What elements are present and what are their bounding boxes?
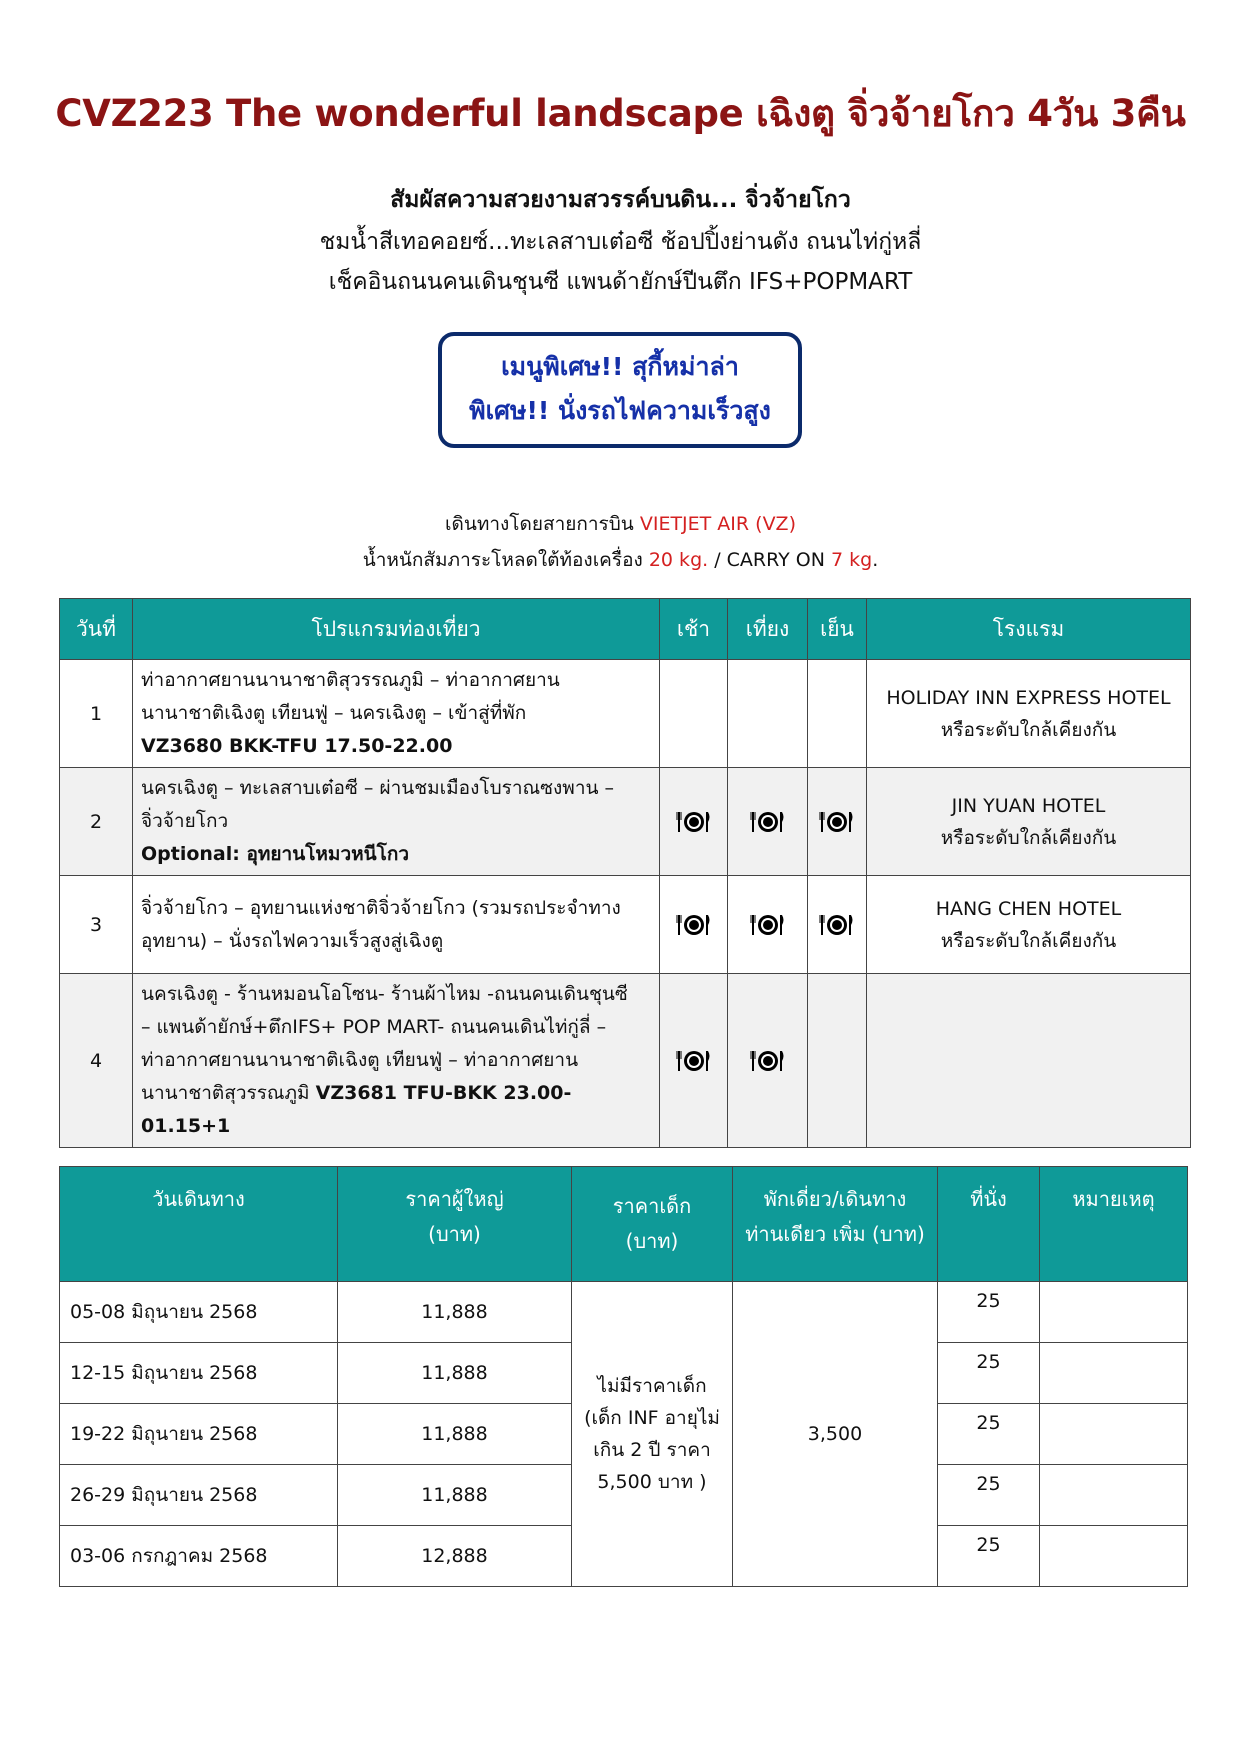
table-row [60, 876, 1191, 974]
pricing-header-row [60, 1167, 1188, 1282]
page-title: CVZ223 The wonderful landscape เฉิงตู จิ่วจ้ายโกว 4วัน 3คืน [55, 92, 1186, 135]
meal-dinner [808, 974, 867, 1148]
optional-tour: Optional: อุทยานโหมวหนีโกว [141, 843, 410, 865]
header-single-supplement [733, 1167, 938, 1282]
subtitle-line-2: ชมน้ำสีเทอคอยซ์...ทะเลสาบเต๋อซี ช้อปปิ้งย่านดัง ถนนไท่กู่หลี่ [319, 229, 922, 255]
dining-plate-icon [750, 912, 786, 938]
hotel-name: HOLIDAY INN EXPRESS HOTEL [886, 686, 1171, 709]
hotel-cell [867, 876, 1191, 974]
flight-number: VZ3680 BKK-TFU 17.50-22.00 [141, 735, 453, 757]
day-number: 1 [60, 660, 133, 768]
header-breakfast: เช้า [660, 599, 728, 660]
header-notes [1040, 1167, 1188, 1282]
seats: 25 [938, 1404, 1040, 1465]
header-travel-date [60, 1167, 338, 1282]
airline-info [0, 509, 1241, 539]
header-adult-line-1: ราคาผู้ใหญ่ [405, 1187, 504, 1211]
notes [1040, 1343, 1188, 1404]
special-offer-line-1: เมนูพิเศษ!! สุกี้หม่าล่า [501, 352, 739, 381]
hotel-name: JIN YUAN HOTEL [951, 794, 1106, 817]
program-line-prefix: นานาชาติสุวรรณภูมิ [141, 1082, 310, 1104]
seats: 25 [938, 1465, 1040, 1526]
special-offer-line-2: พิเศษ!! นั่งรถไฟความเร็วสูง [469, 396, 771, 425]
program-line: นครเฉิงตู - ร้านหมอนโอโซน- ร้านผ้าไหม -ถนนคนเดินชุนซี [141, 983, 628, 1005]
seats: 25 [938, 1526, 1040, 1587]
header-single-line-1: พักเดี่ยว/เดินทาง [763, 1187, 907, 1211]
header-adult-line-2: (บาท) [428, 1222, 481, 1246]
header-travel-date-label: วันเดินทาง [152, 1187, 245, 1211]
header-child-line-2: (บาท) [625, 1229, 679, 1253]
adult-price: 11,888 [338, 1282, 572, 1343]
program-line: นานาชาติเฉิงตู เทียนฟู่ – นครเฉิงตู – เข้าสู่ที่พัก [141, 702, 527, 724]
pricing-table [59, 1166, 1188, 1587]
program-line: – แพนด้ายักษ์+ตึกIFS+ POP MART- ถนนคนเดินไท่กู่ลี่ – [141, 1016, 607, 1038]
notes [1040, 1465, 1188, 1526]
travel-date: 03-06 กรกฎาคม 2568 [60, 1526, 338, 1587]
header-dinner: เย็น [808, 599, 867, 660]
program-cell [133, 876, 660, 974]
program-line: จิ่วจ้ายโกว – อุทยานแห่งชาติจิ่วจ้ายโกว (รวมรถประจำทาง [141, 896, 621, 919]
meal-lunch [728, 876, 808, 974]
meal-dinner [808, 660, 867, 768]
flight-number: VZ3681 TFU-BKK 23.00-01.15+1 [141, 1082, 572, 1137]
itinerary-header-row [60, 599, 1191, 660]
single-supplement: 3,500 [733, 1282, 938, 1587]
travel-date: 05-08 มิถุนายน 2568 [60, 1282, 338, 1343]
program-line: อุทยาน) – นั่งรถไฟความเร็วสูงสู่เฉิงตู [141, 929, 444, 952]
notes [1040, 1526, 1188, 1587]
meal-dinner [808, 768, 867, 876]
notes [1040, 1282, 1188, 1343]
header-lunch: เที่ยง [728, 599, 808, 660]
child-price-line: เกิน 2 ปี ราคา [593, 1439, 711, 1461]
program-line: นครเฉิงตู – ทะเลสาบเต๋อซี – ผ่านชมเมืองโบราณซงพาน – [141, 777, 615, 799]
program-line [141, 1077, 651, 1143]
hotel-cell [867, 660, 1191, 768]
hotel-cell [867, 768, 1191, 876]
meal-lunch [728, 974, 808, 1148]
seats: 25 [938, 1343, 1040, 1404]
hotel-note: หรือระดับใกล้เคียงกัน [940, 929, 1117, 952]
header-seats [938, 1167, 1040, 1282]
program-line: ท่าอากาศยานนานาชาติเฉิงตู เทียนฟู่ – ท่าอากาศยาน [141, 1049, 579, 1071]
hotel-cell [867, 974, 1191, 1148]
hotel-note: หรือระดับใกล้เคียงกัน [940, 718, 1117, 741]
hotel-name: HANG CHEN HOTEL [935, 897, 1122, 920]
header-single-line-2: ท่านเดียว เพิ่ม (บาท) [745, 1222, 925, 1246]
seats: 25 [938, 1282, 1040, 1343]
dining-plate-icon [819, 809, 855, 835]
header-adult-price [338, 1167, 572, 1282]
day-number: 3 [60, 876, 133, 974]
adult-price: 12,888 [338, 1526, 572, 1587]
header-program: โปรแกรมท่องเที่ยว [133, 599, 660, 660]
dining-plate-icon [819, 912, 855, 938]
meal-dinner [808, 876, 867, 974]
dining-plate-icon [676, 809, 712, 835]
airline-name: VIETJET AIR (VZ) [639, 513, 796, 535]
travel-date: 26-29 มิถุนายน 2568 [60, 1465, 338, 1526]
baggage-carry-weight: 7 kg [830, 549, 873, 571]
table-row [60, 768, 1191, 876]
adult-price: 11,888 [338, 1465, 572, 1526]
program-line: ท่าอากาศยานนานาชาติสุวรรณภูมิ – ท่าอากาศยาน [141, 669, 560, 691]
header-notes-label: หมายเหตุ [1072, 1187, 1155, 1211]
special-offer-box [438, 332, 802, 448]
header-day: วันที่ [60, 599, 133, 660]
itinerary-table [59, 598, 1191, 1148]
baggage-hold-weight: 20 kg. [648, 549, 709, 571]
program-cell [133, 768, 660, 876]
subtitle-line-1: สัมผัสความสวยงามสวรรค์บนดิน... จิ่วจ้ายโกว [390, 187, 851, 213]
program-cell [133, 660, 660, 768]
table-row [60, 1282, 1188, 1343]
dining-plate-icon [750, 809, 786, 835]
header-child-price [572, 1167, 733, 1282]
meal-breakfast [660, 660, 728, 768]
hotel-note: หรือระดับใกล้เคียงกัน [940, 826, 1117, 849]
baggage-end: . [872, 549, 879, 571]
baggage-prefix: น้ำหนักสัมภาระโหลดใต้ท้องเครื่อง [362, 549, 643, 571]
table-row [60, 974, 1191, 1148]
header-hotel: โรงแรม [867, 599, 1191, 660]
baggage-info [0, 545, 1241, 575]
child-price-line: (เด็ก INF อายุไม่ [584, 1407, 720, 1429]
header-seats-label: ที่นั่ง [970, 1187, 1007, 1211]
subtitle-line-3: เช็คอินถนนคนเดินชุนซี แพนด้ายักษ์ปีนตึก IFS+POPMART [328, 269, 913, 295]
notes [1040, 1404, 1188, 1465]
dining-plate-icon [676, 912, 712, 938]
table-row [60, 660, 1191, 768]
meal-lunch [728, 660, 808, 768]
travel-date: 12-15 มิถุนายน 2568 [60, 1343, 338, 1404]
day-number: 2 [60, 768, 133, 876]
dining-plate-icon [750, 1048, 786, 1074]
adult-price: 11,888 [338, 1404, 572, 1465]
airline-prefix: เดินทางโดยสายการบิน [445, 513, 634, 535]
child-price-line: 5,500 บาท ) [597, 1471, 707, 1493]
travel-date: 19-22 มิถุนายน 2568 [60, 1404, 338, 1465]
child-price-cell [572, 1282, 733, 1587]
program-cell [133, 974, 660, 1148]
program-line: จิ่วจ้ายโกว [141, 810, 229, 832]
day-number: 4 [60, 974, 133, 1148]
meal-lunch [728, 768, 808, 876]
meal-breakfast [660, 768, 728, 876]
dining-plate-icon [676, 1048, 712, 1074]
adult-price: 11,888 [338, 1343, 572, 1404]
child-price-line: ไม่มีราคาเด็ก [597, 1375, 707, 1397]
header-child-line-1: ราคาเด็ก [612, 1194, 692, 1218]
meal-breakfast [660, 876, 728, 974]
meal-breakfast [660, 974, 728, 1148]
baggage-mid: / CARRY ON [714, 549, 825, 571]
